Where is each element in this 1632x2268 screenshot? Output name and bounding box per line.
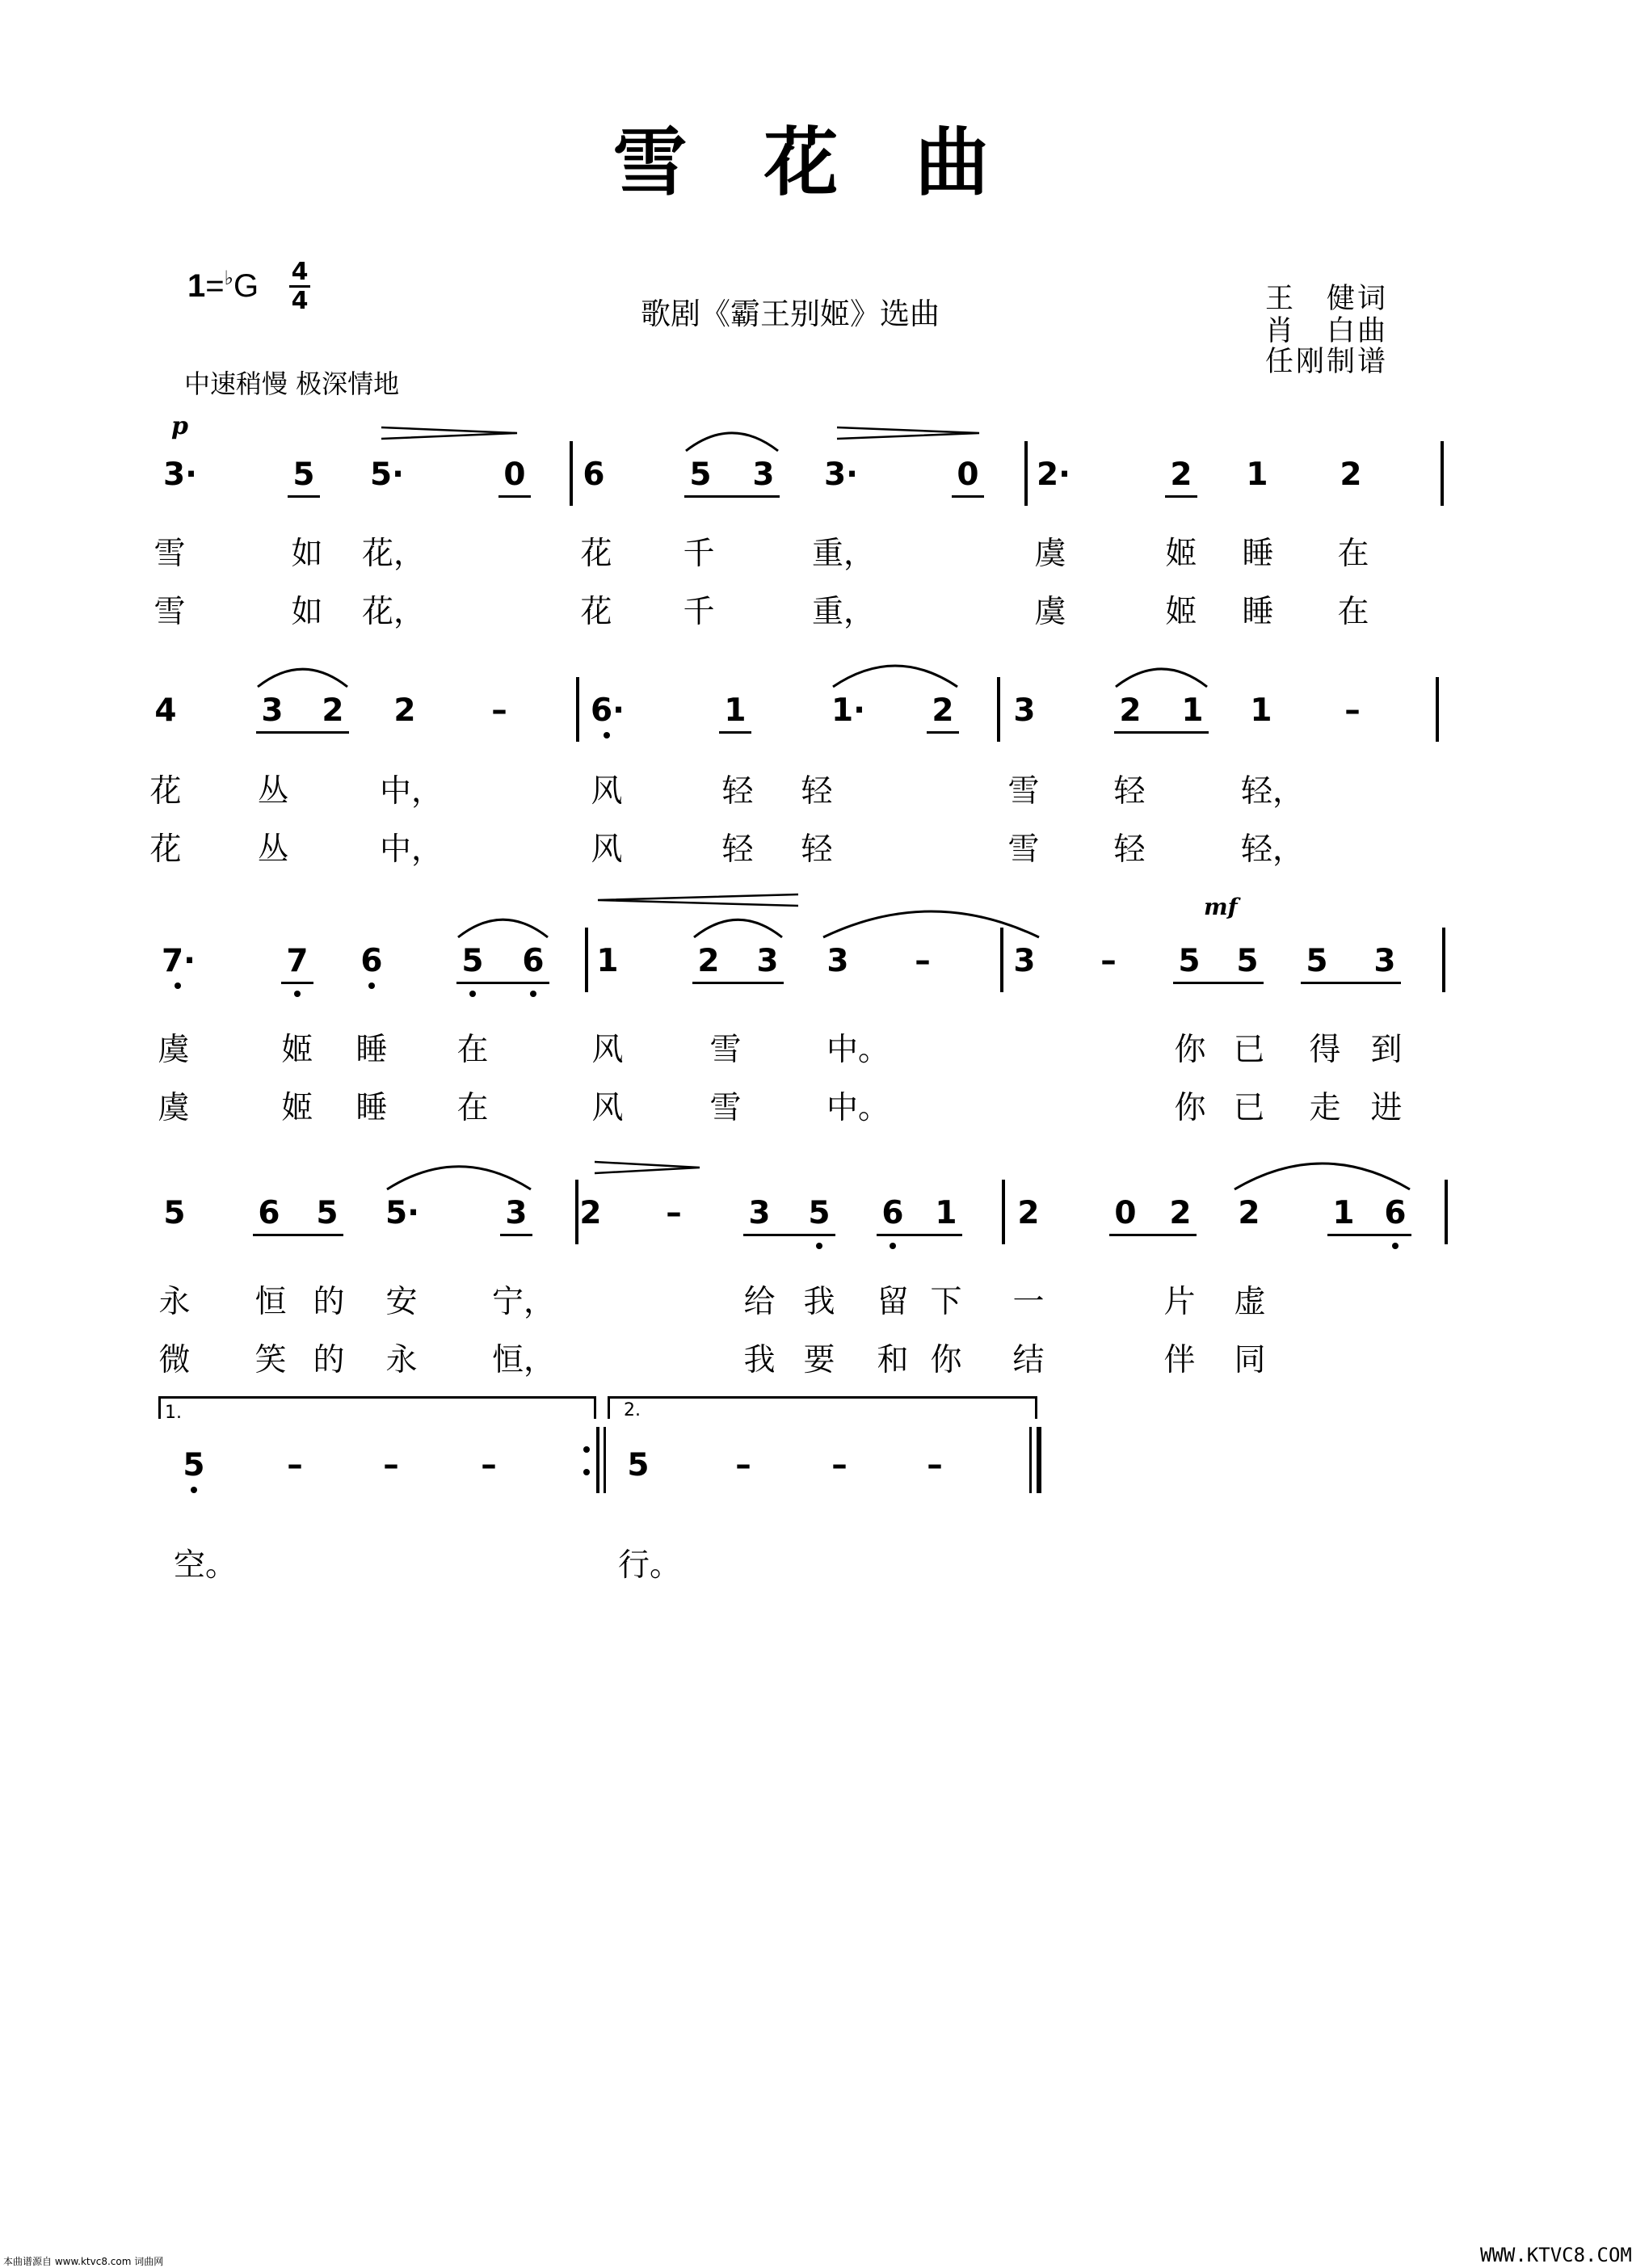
- note: 2: [1340, 457, 1362, 493]
- lyric-verse-1: 行。: [618, 1547, 682, 1584]
- slur: [1116, 669, 1207, 687]
- lyric-verse-1: 轻: [721, 773, 754, 810]
- lyric-verse-1: 永: [158, 1284, 191, 1320]
- note: 3·: [824, 457, 858, 493]
- note: 5: [316, 1195, 339, 1231]
- note: 2: [393, 692, 416, 729]
- note: 3: [1373, 943, 1396, 979]
- lyric-verse-1: 虚: [1234, 1284, 1266, 1320]
- lyric-verse-1: 花: [580, 536, 612, 572]
- note: 3: [827, 943, 849, 979]
- note: 3: [752, 457, 775, 493]
- lyric-verse-1: 花: [149, 773, 182, 810]
- lyric-verse-1: 在: [1337, 536, 1369, 572]
- note: 6: [1384, 1195, 1407, 1231]
- note: 3: [748, 1195, 771, 1231]
- note: 2: [1238, 1195, 1260, 1231]
- song-title: 雪花曲: [612, 119, 1066, 206]
- key-eq: =: [205, 268, 225, 304]
- note: 6: [881, 1195, 904, 1231]
- slur: [1235, 1163, 1410, 1189]
- note: 1: [1246, 457, 1268, 493]
- note: 6: [522, 943, 545, 979]
- lyric-verse-1: 姬: [1165, 536, 1197, 572]
- lyric-verse-1: 雪: [154, 536, 186, 572]
- note: 2: [1170, 457, 1192, 493]
- lyric-verse-1: 虞: [1034, 536, 1066, 572]
- lyric-verse-2: 如: [291, 594, 323, 630]
- lyric-verse-1: 宁，: [492, 1284, 556, 1320]
- lyric-verse-1: 的: [313, 1284, 345, 1320]
- lyric-verse-2: 姬: [1165, 594, 1197, 630]
- lyric-verse-1: 恒: [254, 1284, 287, 1320]
- lyric-verse-1: 轻，: [1241, 773, 1305, 810]
- slur: [458, 919, 548, 937]
- lyric-verse-2: 花: [149, 831, 182, 868]
- tempo-marking: 中速稍慢 极深情地: [184, 368, 400, 399]
- lyric-verse-2: 同: [1234, 1342, 1266, 1378]
- lyric-verse-2: 和: [877, 1342, 909, 1378]
- lyric-verse-1: 花，: [362, 536, 426, 572]
- lyric-verse-1: 到: [1370, 1032, 1403, 1068]
- slur: [686, 433, 778, 451]
- lyric-verse-2: 睡: [355, 1090, 388, 1126]
- lyric-verse-1: 已: [1233, 1032, 1265, 1068]
- lyric-verse-1: 丛: [257, 773, 289, 810]
- lyric-verse-1: 轻: [801, 773, 833, 810]
- lyric-verse-2: 虞: [1034, 594, 1066, 630]
- crescendo-hairpin: [598, 894, 798, 906]
- lyric-verse-2: 雪: [709, 1090, 742, 1126]
- lyric-verse-1: 重，: [812, 536, 876, 572]
- lyric-verse-2: 结: [1012, 1342, 1045, 1378]
- note: 2: [579, 1195, 602, 1231]
- lyric-verse-1: 给: [743, 1284, 776, 1320]
- note: –: [831, 1447, 848, 1483]
- note: 6: [258, 1195, 280, 1231]
- key-tonic: G: [233, 268, 259, 304]
- note: –: [927, 1447, 943, 1483]
- note: –: [481, 1447, 497, 1483]
- lyric-verse-1: 中。: [827, 1032, 890, 1068]
- note: 5·: [385, 1195, 419, 1231]
- dynamic-p: p: [171, 412, 188, 440]
- lyric-verse-2: 花，: [362, 594, 426, 630]
- note: 1: [596, 943, 619, 979]
- note: 7·: [162, 943, 196, 979]
- footer-source: 本曲谱源自 www.ktvc8.com 词曲网: [3, 2256, 164, 2267]
- lyric-verse-2: 笑: [254, 1342, 287, 1378]
- flat-sign: ♭: [224, 267, 233, 289]
- subtitle: 歌剧《霸王别姬》选曲: [641, 297, 940, 331]
- lyric-verse-2: 虞: [158, 1090, 190, 1126]
- note: –: [666, 1195, 682, 1231]
- slur: [694, 919, 782, 937]
- note: 1: [724, 692, 747, 729]
- note: 2: [322, 692, 344, 729]
- note: 5: [163, 1195, 186, 1231]
- note: –: [915, 943, 931, 979]
- lyric-verse-1: 你: [1174, 1032, 1206, 1068]
- slur: [258, 669, 347, 687]
- note: 0: [1114, 1195, 1137, 1231]
- lyric-verse-2: 你: [1174, 1090, 1206, 1126]
- lyric-verse-2: 微: [158, 1342, 191, 1378]
- note: 3: [1013, 692, 1036, 729]
- volta-second-label: 2.: [624, 1400, 641, 1420]
- lyric-verse-2: 丛: [257, 831, 289, 868]
- lyric-verse-1: 轻: [1113, 773, 1146, 810]
- lyric-verse-2: 千: [683, 594, 715, 630]
- lyric-verse-2: 要: [803, 1342, 835, 1378]
- lyric-verse-2: 你: [930, 1342, 962, 1378]
- lyric-verse-1: 千: [683, 536, 715, 572]
- slur: [833, 666, 957, 687]
- note: 3: [261, 692, 284, 729]
- note: 1: [1250, 692, 1272, 729]
- note: –: [1100, 943, 1117, 979]
- slur: [387, 1167, 531, 1189]
- note: 1: [935, 1195, 957, 1231]
- note: 6: [583, 457, 605, 493]
- note: –: [287, 1447, 303, 1483]
- dynamic-mf: mf: [1204, 894, 1238, 920]
- note: –: [1344, 692, 1361, 729]
- lyric-verse-2: 进: [1370, 1090, 1403, 1126]
- note: –: [735, 1447, 751, 1483]
- note: 3·: [163, 457, 197, 493]
- note: 3: [505, 1195, 528, 1231]
- lyric-verse-1: 下: [930, 1284, 962, 1320]
- note: 5: [183, 1447, 205, 1483]
- note: 3: [756, 943, 779, 979]
- lyric-verse-2: 姬: [281, 1090, 313, 1126]
- volta-first-label: 1.: [165, 1403, 182, 1423]
- lyric-verse-2: 在: [456, 1090, 489, 1126]
- lyric-verse-2: 在: [1337, 594, 1369, 630]
- transcriber-credit: 任刚制谱: [1265, 346, 1389, 378]
- note: 0: [503, 457, 526, 493]
- key-one: 1: [187, 268, 206, 304]
- lyric-verse-2: 的: [313, 1342, 345, 1378]
- note: 7: [286, 943, 309, 979]
- lyric-verse-2: 轻，: [1241, 831, 1305, 868]
- lyric-verse-1: 风: [591, 773, 623, 810]
- note: –: [383, 1447, 399, 1483]
- note: 5: [808, 1195, 831, 1231]
- decrescendo-hairpin: [595, 1162, 700, 1173]
- lyric-verse-1: 如: [291, 536, 323, 572]
- composer-credit: 肖 白曲: [1265, 315, 1389, 347]
- footer-watermark: WWW.KTVC8.COM: [1480, 2244, 1632, 2266]
- lyric-verse-1: 我: [803, 1284, 835, 1320]
- lyric-verse-1: 空。: [174, 1547, 238, 1584]
- lyric-verse-2: 轻: [1113, 831, 1146, 868]
- lyric-verse-2: 风: [591, 1090, 624, 1126]
- note: 1·: [831, 692, 865, 729]
- note: 5: [689, 457, 712, 493]
- note: 3: [1013, 943, 1036, 979]
- lyric-verse-2: 轻: [721, 831, 754, 868]
- note: 2: [1017, 1195, 1040, 1231]
- note: 5: [461, 943, 484, 979]
- note: 5: [292, 457, 315, 493]
- lyric-verse-2: 雪: [1007, 831, 1040, 868]
- meter-top: 4: [289, 260, 310, 288]
- decrescendo-hairpin: [837, 427, 979, 439]
- lyric-verse-2: 永: [385, 1342, 418, 1378]
- note: 2·: [1037, 457, 1070, 493]
- lyric-verse-2: 睡: [1242, 594, 1274, 630]
- note: 0: [957, 457, 979, 493]
- lyric-verse-1: 雪: [709, 1032, 742, 1068]
- lyric-verse-2: 恒，: [492, 1342, 556, 1378]
- lyric-verse-1: 睡: [355, 1032, 388, 1068]
- lyric-verse-2: 走: [1309, 1090, 1341, 1126]
- lyric-verse-1: 雪: [1007, 773, 1040, 810]
- lyric-verse-1: 中，: [380, 773, 444, 810]
- lyric-verse-2: 重，: [812, 594, 876, 630]
- lyric-verse-1: 姬: [281, 1032, 313, 1068]
- lyric-verse-2: 中，: [380, 831, 444, 868]
- lyric-verse-1: 片: [1163, 1284, 1196, 1320]
- meter-bottom: 4: [291, 287, 309, 315]
- lyric-verse-1: 留: [877, 1284, 909, 1320]
- note: 5·: [370, 457, 404, 493]
- lyric-verse-2: 雪: [154, 594, 186, 630]
- note: 2: [1169, 1195, 1192, 1231]
- lyricist-credit: 王 健词: [1265, 283, 1389, 315]
- slur: [823, 911, 1039, 937]
- lyric-verse-1: 虞: [158, 1032, 190, 1068]
- lyric-verse-1: 得: [1309, 1032, 1341, 1068]
- note: 6·: [591, 692, 625, 729]
- note: 1: [1181, 692, 1204, 729]
- lyric-verse-2: 中。: [827, 1090, 890, 1126]
- lyric-verse-2: 轻: [801, 831, 833, 868]
- note: 2: [932, 692, 954, 729]
- note: 5: [1236, 943, 1259, 979]
- note: 2: [697, 943, 720, 979]
- lyric-verse-2: 风: [591, 831, 623, 868]
- note: 5: [627, 1447, 650, 1483]
- note: 1: [1332, 1195, 1355, 1231]
- lyric-verse-1: 风: [591, 1032, 624, 1068]
- note: 2: [1119, 692, 1142, 729]
- note: 5: [1178, 943, 1201, 979]
- note: –: [491, 692, 507, 729]
- lyric-verse-2: 花: [580, 594, 612, 630]
- lyric-verse-2: 已: [1233, 1090, 1265, 1126]
- note: 5: [1306, 943, 1328, 979]
- lyric-verse-1: 安: [385, 1284, 418, 1320]
- lyric-verse-2: 我: [743, 1342, 776, 1378]
- note: 6: [360, 943, 383, 979]
- lyric-verse-2: 伴: [1163, 1342, 1196, 1378]
- note: 4: [154, 692, 177, 729]
- lyric-verse-1: 一: [1012, 1284, 1045, 1320]
- lyric-verse-1: 睡: [1242, 536, 1274, 572]
- lyric-verse-1: 在: [456, 1032, 489, 1068]
- decrescendo-hairpin: [381, 427, 517, 439]
